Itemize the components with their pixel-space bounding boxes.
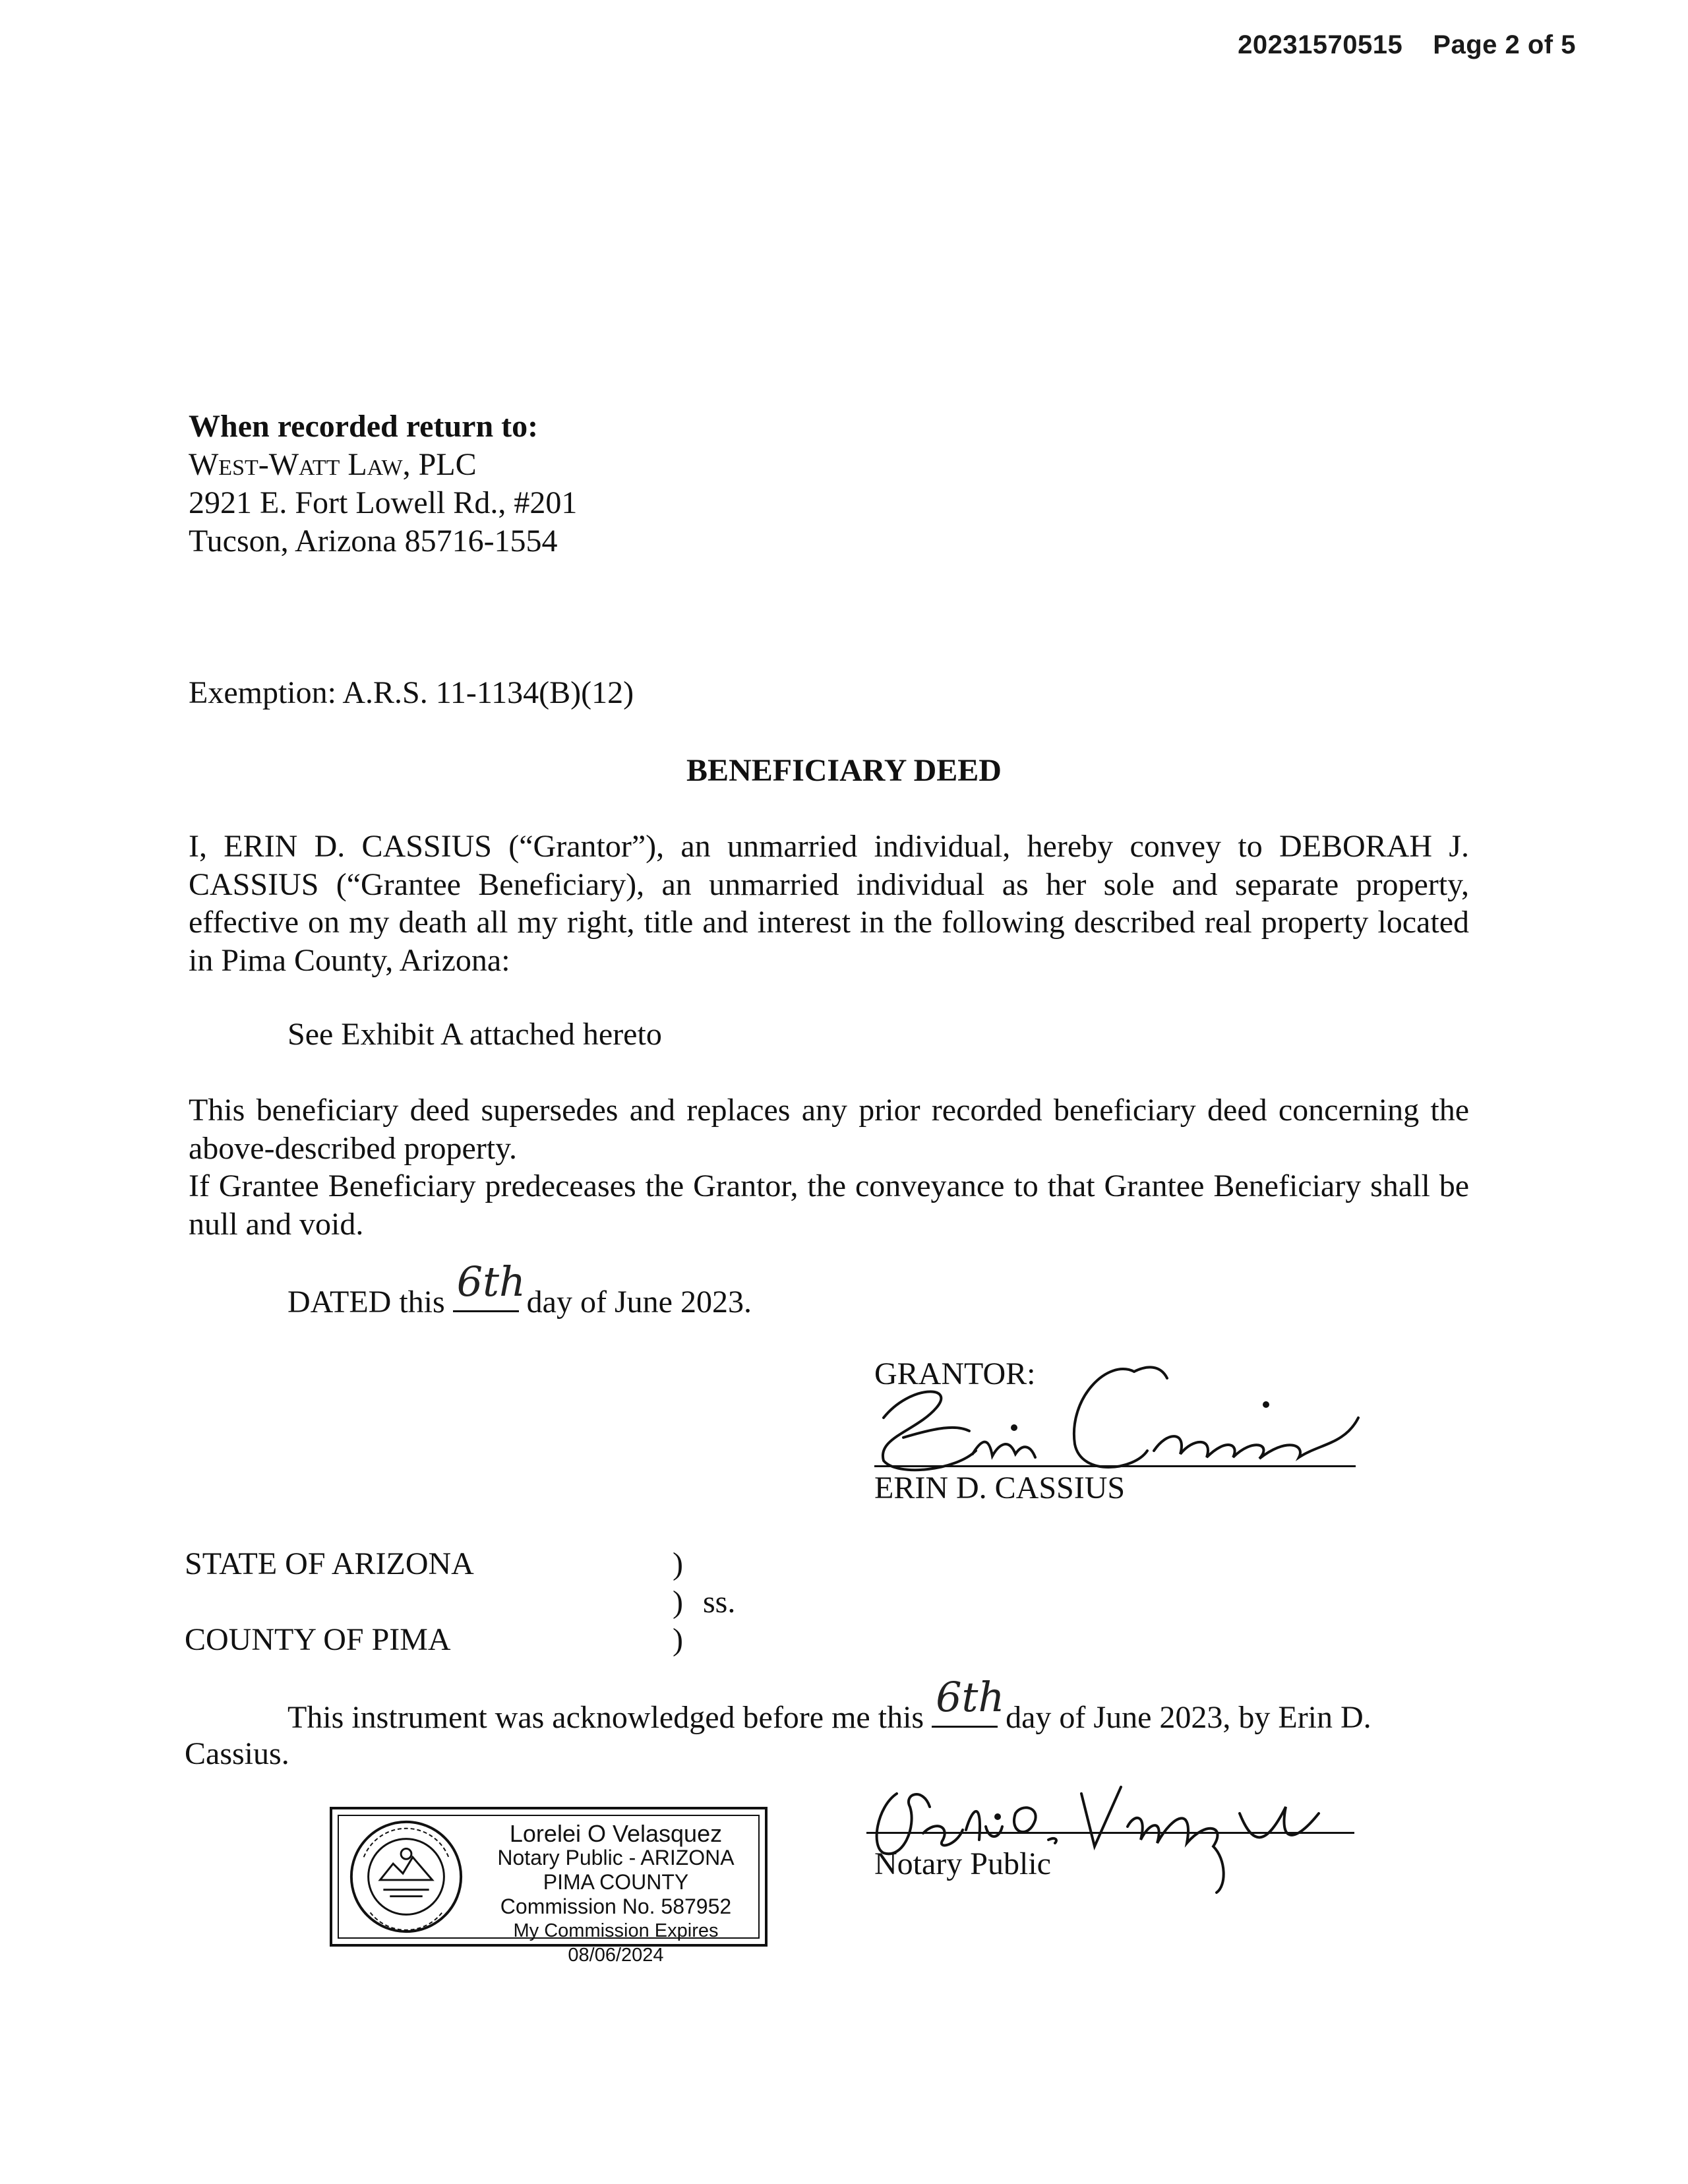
ack-line2: Cassius. xyxy=(185,1736,289,1771)
notary-stamp xyxy=(330,1807,768,1966)
ack-prefix: This instrument was acknowledged before me this xyxy=(287,1700,924,1735)
ack-handwritten-day: 6th xyxy=(936,1673,1005,1721)
predecease-paragraph: If Grantee Beneficiary predeceases the Grantor, the conveyance to that Grantee Beneficiary shall be null and void. xyxy=(189,1168,1469,1242)
notary-county: PIMA COUNTY xyxy=(543,1870,689,1894)
venue-paren-3: ) xyxy=(673,1622,683,1657)
notary-stamp-text xyxy=(477,1821,754,1968)
grant-paragraph: I, ERIN D. CASSIUS (“Grantor”), an unmarried individual, hereby convey to DEBORAH J. CASSIUS (“Grantee Beneficiary), an unmarried individual as her sole and separate property, effective on my death all my right, title and interest in the following described real property located in Pima County, Arizona: xyxy=(189,829,1469,978)
exemption-line: Exemption: A.R.S. 11-1134(B)(12) xyxy=(189,675,634,710)
return-address2: Tucson, Arizona 85716-1554 xyxy=(189,524,558,559)
venue-paren-1: ) xyxy=(673,1546,683,1581)
page-header xyxy=(1238,30,1576,60)
notary-title: Notary Public - ARIZONA xyxy=(497,1846,735,1869)
exhibit-line: See Exhibit A attached hereto xyxy=(287,1017,662,1052)
page-label: Page 2 of 5 xyxy=(1433,30,1576,59)
grantor-name: ERIN D. CASSIUS xyxy=(874,1471,1126,1505)
dated-suffix: day of June 2023. xyxy=(526,1285,752,1320)
dated-prefix: DATED this xyxy=(287,1285,445,1320)
grantor-label: GRANTOR: xyxy=(874,1356,1036,1391)
grantor-signature xyxy=(857,1345,1385,1484)
venue-county: COUNTY OF PIMA xyxy=(185,1622,451,1657)
supersede-paragraph: This beneficiary deed supersedes and replaces any prior recorded beneficiary deed concerning the above-described property. xyxy=(189,1093,1469,1166)
venue-ss: ss. xyxy=(703,1585,736,1620)
dated-handwritten-day: 6th xyxy=(456,1258,526,1306)
state-seal-icon xyxy=(344,1817,468,1936)
ack-day-blank xyxy=(932,1673,1005,1728)
ack-suffix: day of June 2023, by Erin D. xyxy=(1006,1700,1372,1735)
notary-expiration: My Commission Expires 08/06/2024 xyxy=(513,1920,719,1966)
notary-signature xyxy=(857,1767,1372,1899)
dated-day-blank xyxy=(453,1258,526,1312)
notary-public-label: Notary Public xyxy=(874,1846,1051,1881)
return-heading: When recorded return to: xyxy=(189,409,539,444)
document-number: 20231570515 xyxy=(1238,30,1403,59)
return-address1: 2921 E. Fort Lowell Rd., #201 xyxy=(189,485,578,520)
document-title: BENEFICIARY DEED xyxy=(686,753,1002,788)
return-firm: West-Watt Law, PLC xyxy=(189,447,477,482)
venue-paren-2: ) xyxy=(673,1585,683,1620)
notary-commission: Commission No. 587952 xyxy=(500,1895,732,1918)
acknowledgment-line xyxy=(287,1673,1372,1737)
venue-state: STATE OF ARIZONA xyxy=(185,1546,474,1581)
dated-line xyxy=(287,1258,752,1321)
notary-name: Lorelei O Velasquez xyxy=(509,1820,723,1847)
